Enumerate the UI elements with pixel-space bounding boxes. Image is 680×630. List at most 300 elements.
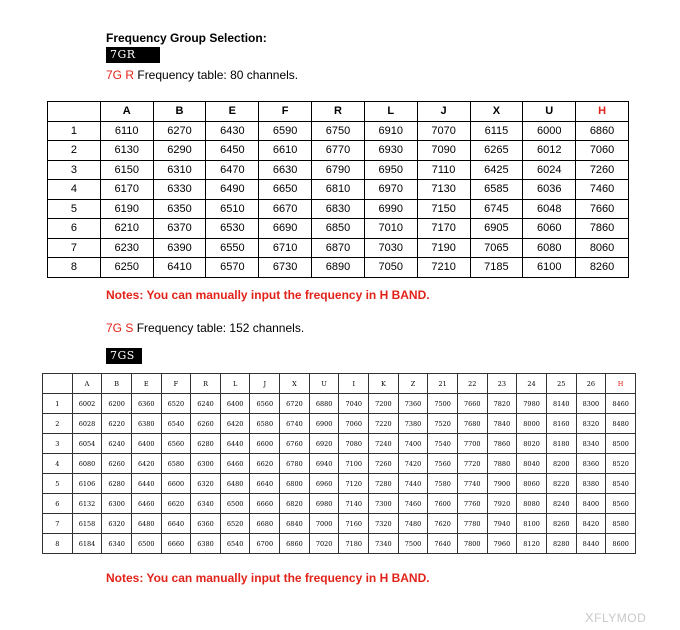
frequency-cell: 6990: [364, 199, 417, 219]
frequency-cell: 6290: [153, 141, 206, 161]
frequency-cell: 6960: [309, 474, 339, 494]
table-row: [43, 514, 636, 534]
lcd-display-7gr: 7GR: [106, 47, 160, 63]
caption-text: Frequency table: 80 channels.: [137, 68, 299, 82]
frequency-cell: 7140: [339, 494, 369, 514]
frequency-cell: 6500: [220, 494, 250, 514]
frequency-cell: 6036: [523, 180, 576, 200]
frequency-cell: 6490: [206, 180, 259, 200]
frequency-cell: 6158: [72, 514, 102, 534]
frequency-cell: 6028: [72, 414, 102, 434]
frequency-cell: 7185: [470, 258, 523, 278]
logo-mark: X: [585, 610, 595, 625]
frequency-cell: 6670: [259, 199, 312, 219]
frequency-cell: 6550: [206, 238, 259, 258]
column-header: A: [72, 374, 102, 394]
column-header: I: [339, 374, 369, 394]
table-row: [43, 474, 636, 494]
frequency-cell: 7260: [576, 160, 629, 180]
caption-text: Frequency table: 152 channels.: [136, 321, 305, 335]
frequency-cell: 6560: [161, 434, 191, 454]
table-row: [48, 219, 629, 239]
frequency-cell: 7000: [309, 514, 339, 534]
frequency-cell: 7660: [576, 199, 629, 219]
frequency-cell: 6054: [72, 434, 102, 454]
frequency-cell: 6260: [191, 414, 221, 434]
frequency-cell: 6110: [100, 121, 153, 141]
frequency-cell: 7040: [339, 394, 369, 414]
table-row: [48, 258, 629, 278]
channel-number: 8: [48, 258, 101, 278]
column-header: L: [220, 374, 250, 394]
frequency-cell: 7960: [487, 534, 517, 554]
frequency-cell: 6000: [523, 121, 576, 141]
frequency-cell: 7160: [339, 514, 369, 534]
frequency-cell: 6760: [280, 434, 310, 454]
frequency-cell: 6184: [72, 534, 102, 554]
frequency-cell: 8500: [606, 434, 636, 454]
frequency-cell: 7520: [428, 414, 458, 434]
table-caption-7gs: [106, 321, 304, 335]
table-row: [43, 534, 636, 554]
frequency-cell: 6265: [470, 141, 523, 161]
frequency-cell: 6860: [576, 121, 629, 141]
frequency-cell: 6850: [312, 219, 365, 239]
frequency-cell: 6340: [191, 494, 221, 514]
frequency-table-7gs: [42, 373, 636, 554]
frequency-cell: 6310: [153, 160, 206, 180]
frequency-cell: 7380: [398, 414, 428, 434]
frequency-cell: 6540: [161, 414, 191, 434]
frequency-cell: 6640: [161, 514, 191, 534]
frequency-cell: 7400: [398, 434, 428, 454]
frequency-cell: 6660: [250, 494, 280, 514]
frequency-cell: 8260: [576, 258, 629, 278]
column-header: 23: [487, 374, 517, 394]
frequency-cell: 6900: [309, 414, 339, 434]
frequency-cell: 6132: [72, 494, 102, 514]
frequency-cell: 6910: [364, 121, 417, 141]
frequency-cell: 7030: [364, 238, 417, 258]
table-row: [43, 454, 636, 474]
frequency-cell: 6260: [102, 454, 132, 474]
frequency-cell: 6370: [153, 219, 206, 239]
frequency-cell: 8400: [576, 494, 606, 514]
frequency-cell: 6810: [312, 180, 365, 200]
column-header: 24: [517, 374, 547, 394]
column-header: E: [206, 102, 259, 122]
frequency-cell: 6770: [312, 141, 365, 161]
frequency-cell: 7320: [369, 514, 399, 534]
column-header: J: [417, 102, 470, 122]
frequency-cell: 8540: [606, 474, 636, 494]
column-header: 26: [576, 374, 606, 394]
frequency-cell: 6250: [100, 258, 153, 278]
frequency-cell: 6520: [220, 514, 250, 534]
frequency-cell: 6560: [250, 394, 280, 414]
frequency-table-7gr: [47, 101, 629, 278]
frequency-cell: 7480: [398, 514, 428, 534]
frequency-cell: 6720: [280, 394, 310, 414]
frequency-cell: 6540: [220, 534, 250, 554]
frequency-cell: 6860: [280, 534, 310, 554]
band-code: 7G R: [106, 68, 135, 82]
logo-text: FLYMOD: [594, 611, 647, 625]
section-heading: Frequency Group Selection:: [106, 31, 267, 45]
frequency-cell: 8420: [576, 514, 606, 534]
frequency-cell: 7600: [428, 494, 458, 514]
frequency-cell: 8240: [546, 494, 576, 514]
frequency-cell: 7280: [369, 474, 399, 494]
column-header: Z: [398, 374, 428, 394]
channel-number: 3: [43, 434, 73, 454]
column-header: K: [369, 374, 399, 394]
frequency-cell: 7760: [457, 494, 487, 514]
frequency-cell: 7840: [487, 414, 517, 434]
frequency-cell: 6106: [72, 474, 102, 494]
frequency-cell: 8060: [576, 238, 629, 258]
frequency-cell: 8380: [576, 474, 606, 494]
frequency-cell: 6080: [523, 238, 576, 258]
frequency-cell: 7180: [339, 534, 369, 554]
h-band-note: Notes: You can manually input the frequency in H BAND.: [106, 571, 430, 585]
frequency-cell: 6830: [312, 199, 365, 219]
frequency-cell: 6470: [206, 160, 259, 180]
frequency-cell: 6150: [100, 160, 153, 180]
frequency-cell: 7720: [457, 454, 487, 474]
h-band-note: Notes: You can manually input the frequency in H BAND.: [106, 288, 430, 302]
column-header: A: [100, 102, 153, 122]
frequency-cell: 7580: [428, 474, 458, 494]
frequency-cell: 7500: [428, 394, 458, 414]
frequency-cell: 7050: [364, 258, 417, 278]
frequency-cell: 8000: [517, 414, 547, 434]
channel-number: 6: [48, 219, 101, 239]
frequency-cell: 6420: [220, 414, 250, 434]
frequency-cell: 6320: [102, 514, 132, 534]
column-header: 22: [457, 374, 487, 394]
frequency-cell: 6240: [102, 434, 132, 454]
frequency-cell: 7110: [417, 160, 470, 180]
frequency-cell: 6600: [250, 434, 280, 454]
frequency-cell: 6430: [206, 121, 259, 141]
frequency-cell: 8120: [517, 534, 547, 554]
column-header: X: [470, 102, 523, 122]
column-header: H: [576, 102, 629, 122]
frequency-cell: 7860: [576, 219, 629, 239]
frequency-cell: 7080: [339, 434, 369, 454]
frequency-cell: 6520: [161, 394, 191, 414]
frequency-cell: 8200: [546, 454, 576, 474]
frequency-cell: 6320: [191, 474, 221, 494]
table-row: [43, 394, 636, 414]
frequency-cell: 7010: [364, 219, 417, 239]
frequency-cell: 6170: [100, 180, 153, 200]
frequency-cell: 7620: [428, 514, 458, 534]
frequency-cell: 7500: [398, 534, 428, 554]
frequency-cell: 6300: [102, 494, 132, 514]
frequency-cell: 6740: [280, 414, 310, 434]
frequency-cell: 7130: [417, 180, 470, 200]
table-row: [48, 141, 629, 161]
frequency-cell: 6048: [523, 199, 576, 219]
column-header: L: [364, 102, 417, 122]
frequency-cell: 8320: [576, 414, 606, 434]
frequency-cell: 6530: [206, 219, 259, 239]
frequency-cell: 6390: [153, 238, 206, 258]
frequency-cell: 8300: [576, 394, 606, 414]
channel-number: 2: [43, 414, 73, 434]
column-header: H: [606, 374, 636, 394]
frequency-cell: 6270: [153, 121, 206, 141]
frequency-cell: 6680: [250, 514, 280, 534]
table-row: [48, 199, 629, 219]
frequency-cell: 6440: [131, 474, 161, 494]
frequency-cell: 6730: [259, 258, 312, 278]
frequency-cell: 6002: [72, 394, 102, 414]
frequency-cell: 6024: [523, 160, 576, 180]
frequency-cell: 7800: [457, 534, 487, 554]
lcd-display-7gs: 7GS: [106, 348, 142, 364]
frequency-cell: 8100: [517, 514, 547, 534]
column-header: 25: [546, 374, 576, 394]
table-header-row: [48, 102, 629, 122]
frequency-cell: 6460: [220, 454, 250, 474]
frequency-cell: 6710: [259, 238, 312, 258]
frequency-cell: 6580: [161, 454, 191, 474]
frequency-cell: 7260: [369, 454, 399, 474]
frequency-cell: 7440: [398, 474, 428, 494]
frequency-cell: 6940: [309, 454, 339, 474]
frequency-cell: 6220: [102, 414, 132, 434]
frequency-cell: 6620: [161, 494, 191, 514]
frequency-cell: 6570: [206, 258, 259, 278]
frequency-cell: 6210: [100, 219, 153, 239]
frequency-cell: 6840: [280, 514, 310, 534]
column-header: F: [259, 102, 312, 122]
frequency-cell: 6360: [131, 394, 161, 414]
frequency-cell: 8080: [517, 494, 547, 514]
frequency-cell: 7940: [487, 514, 517, 534]
frequency-cell: 6360: [191, 514, 221, 534]
frequency-cell: 6950: [364, 160, 417, 180]
frequency-cell: 7980: [517, 394, 547, 414]
column-header: E: [131, 374, 161, 394]
channel-number: 5: [48, 199, 101, 219]
frequency-cell: 6930: [364, 141, 417, 161]
frequency-cell: 7900: [487, 474, 517, 494]
frequency-cell: 8040: [517, 454, 547, 474]
frequency-cell: 6425: [470, 160, 523, 180]
flymod-logo: [585, 610, 646, 625]
frequency-cell: 7020: [309, 534, 339, 554]
frequency-cell: 7070: [417, 121, 470, 141]
frequency-cell: 7150: [417, 199, 470, 219]
frequency-cell: 8020: [517, 434, 547, 454]
frequency-cell: 6300: [191, 454, 221, 474]
frequency-cell: 6440: [220, 434, 250, 454]
frequency-cell: 6380: [191, 534, 221, 554]
frequency-cell: 6115: [470, 121, 523, 141]
frequency-cell: 6100: [523, 258, 576, 278]
frequency-cell: 8260: [546, 514, 576, 534]
table-row: [48, 121, 629, 141]
channel-number: 2: [48, 141, 101, 161]
channel-number: 6: [43, 494, 73, 514]
frequency-cell: 7170: [417, 219, 470, 239]
frequency-cell: 8360: [576, 454, 606, 474]
frequency-cell: 6450: [206, 141, 259, 161]
frequency-cell: 6750: [312, 121, 365, 141]
column-header: 21: [428, 374, 458, 394]
frequency-cell: 6400: [131, 434, 161, 454]
frequency-cell: 7300: [369, 494, 399, 514]
frequency-cell: 6870: [312, 238, 365, 258]
frequency-cell: 7820: [487, 394, 517, 414]
frequency-cell: 6080: [72, 454, 102, 474]
column-header: R: [191, 374, 221, 394]
frequency-cell: 7700: [457, 434, 487, 454]
frequency-cell: 7860: [487, 434, 517, 454]
frequency-cell: 6480: [131, 514, 161, 534]
frequency-cell: 7360: [398, 394, 428, 414]
frequency-cell: 6410: [153, 258, 206, 278]
frequency-cell: 7190: [417, 238, 470, 258]
frequency-cell: 7090: [417, 141, 470, 161]
band-code: 7G S: [106, 321, 134, 335]
channel-number: 7: [48, 238, 101, 258]
frequency-cell: 7920: [487, 494, 517, 514]
frequency-cell: 8560: [606, 494, 636, 514]
frequency-cell: 8520: [606, 454, 636, 474]
frequency-cell: 6460: [131, 494, 161, 514]
frequency-cell: 7200: [369, 394, 399, 414]
channel-number: 3: [48, 160, 101, 180]
frequency-cell: 7340: [369, 534, 399, 554]
frequency-cell: 8460: [606, 394, 636, 414]
channel-number: 4: [48, 180, 101, 200]
frequency-cell: 6780: [280, 454, 310, 474]
frequency-cell: 6240: [191, 394, 221, 414]
frequency-cell: 6880: [309, 394, 339, 414]
frequency-cell: 7065: [470, 238, 523, 258]
frequency-cell: 6610: [259, 141, 312, 161]
frequency-cell: 6820: [280, 494, 310, 514]
frequency-cell: 7560: [428, 454, 458, 474]
channel-number: 1: [43, 394, 73, 414]
column-header: R: [312, 102, 365, 122]
table-row: [43, 434, 636, 454]
frequency-cell: 6200: [102, 394, 132, 414]
frequency-cell: 7640: [428, 534, 458, 554]
channel-number: 5: [43, 474, 73, 494]
frequency-cell: 7240: [369, 434, 399, 454]
frequency-cell: 8340: [576, 434, 606, 454]
frequency-cell: 6380: [131, 414, 161, 434]
column-header: [48, 102, 101, 122]
frequency-cell: 8220: [546, 474, 576, 494]
frequency-cell: 7880: [487, 454, 517, 474]
frequency-cell: 7740: [457, 474, 487, 494]
frequency-cell: 6500: [131, 534, 161, 554]
frequency-cell: 6600: [161, 474, 191, 494]
frequency-cell: 6640: [250, 474, 280, 494]
column-header: B: [153, 102, 206, 122]
frequency-cell: 6340: [102, 534, 132, 554]
table-row: [48, 180, 629, 200]
frequency-cell: 6800: [280, 474, 310, 494]
frequency-cell: 7540: [428, 434, 458, 454]
frequency-cell: 7780: [457, 514, 487, 534]
table-row: [43, 494, 636, 514]
column-header: [43, 374, 73, 394]
frequency-cell: 6480: [220, 474, 250, 494]
channel-number: 8: [43, 534, 73, 554]
frequency-cell: 6280: [102, 474, 132, 494]
table-row: [43, 414, 636, 434]
frequency-cell: 8580: [606, 514, 636, 534]
frequency-cell: 7210: [417, 258, 470, 278]
frequency-cell: 8600: [606, 534, 636, 554]
column-header: U: [523, 102, 576, 122]
column-header: U: [309, 374, 339, 394]
frequency-cell: 8180: [546, 434, 576, 454]
frequency-cell: 7220: [369, 414, 399, 434]
frequency-cell: 6790: [312, 160, 365, 180]
frequency-cell: 8480: [606, 414, 636, 434]
frequency-cell: 8160: [546, 414, 576, 434]
table-row: [48, 238, 629, 258]
frequency-cell: 8440: [576, 534, 606, 554]
column-header: X: [280, 374, 310, 394]
frequency-cell: 6620: [250, 454, 280, 474]
table-row: [48, 160, 629, 180]
channel-number: 4: [43, 454, 73, 474]
channel-number: 7: [43, 514, 73, 534]
frequency-cell: 7100: [339, 454, 369, 474]
frequency-cell: 7060: [339, 414, 369, 434]
frequency-cell: 7460: [398, 494, 428, 514]
frequency-cell: 6330: [153, 180, 206, 200]
frequency-cell: 7120: [339, 474, 369, 494]
column-header: B: [102, 374, 132, 394]
frequency-cell: 6650: [259, 180, 312, 200]
frequency-cell: 6970: [364, 180, 417, 200]
frequency-cell: 6012: [523, 141, 576, 161]
frequency-cell: 6580: [250, 414, 280, 434]
column-header: F: [161, 374, 191, 394]
frequency-cell: 6420: [131, 454, 161, 474]
frequency-cell: 6700: [250, 534, 280, 554]
channel-number: 1: [48, 121, 101, 141]
frequency-cell: 7660: [457, 394, 487, 414]
frequency-cell: 6590: [259, 121, 312, 141]
frequency-cell: 8280: [546, 534, 576, 554]
frequency-cell: 7420: [398, 454, 428, 474]
frequency-cell: 6920: [309, 434, 339, 454]
frequency-cell: 7060: [576, 141, 629, 161]
frequency-cell: 6690: [259, 219, 312, 239]
frequency-cell: 6400: [220, 394, 250, 414]
frequency-cell: 6745: [470, 199, 523, 219]
frequency-cell: 8060: [517, 474, 547, 494]
frequency-cell: 6980: [309, 494, 339, 514]
frequency-cell: 7460: [576, 180, 629, 200]
frequency-cell: 6350: [153, 199, 206, 219]
frequency-cell: 6905: [470, 219, 523, 239]
frequency-cell: 6890: [312, 258, 365, 278]
table-header-row: [43, 374, 636, 394]
